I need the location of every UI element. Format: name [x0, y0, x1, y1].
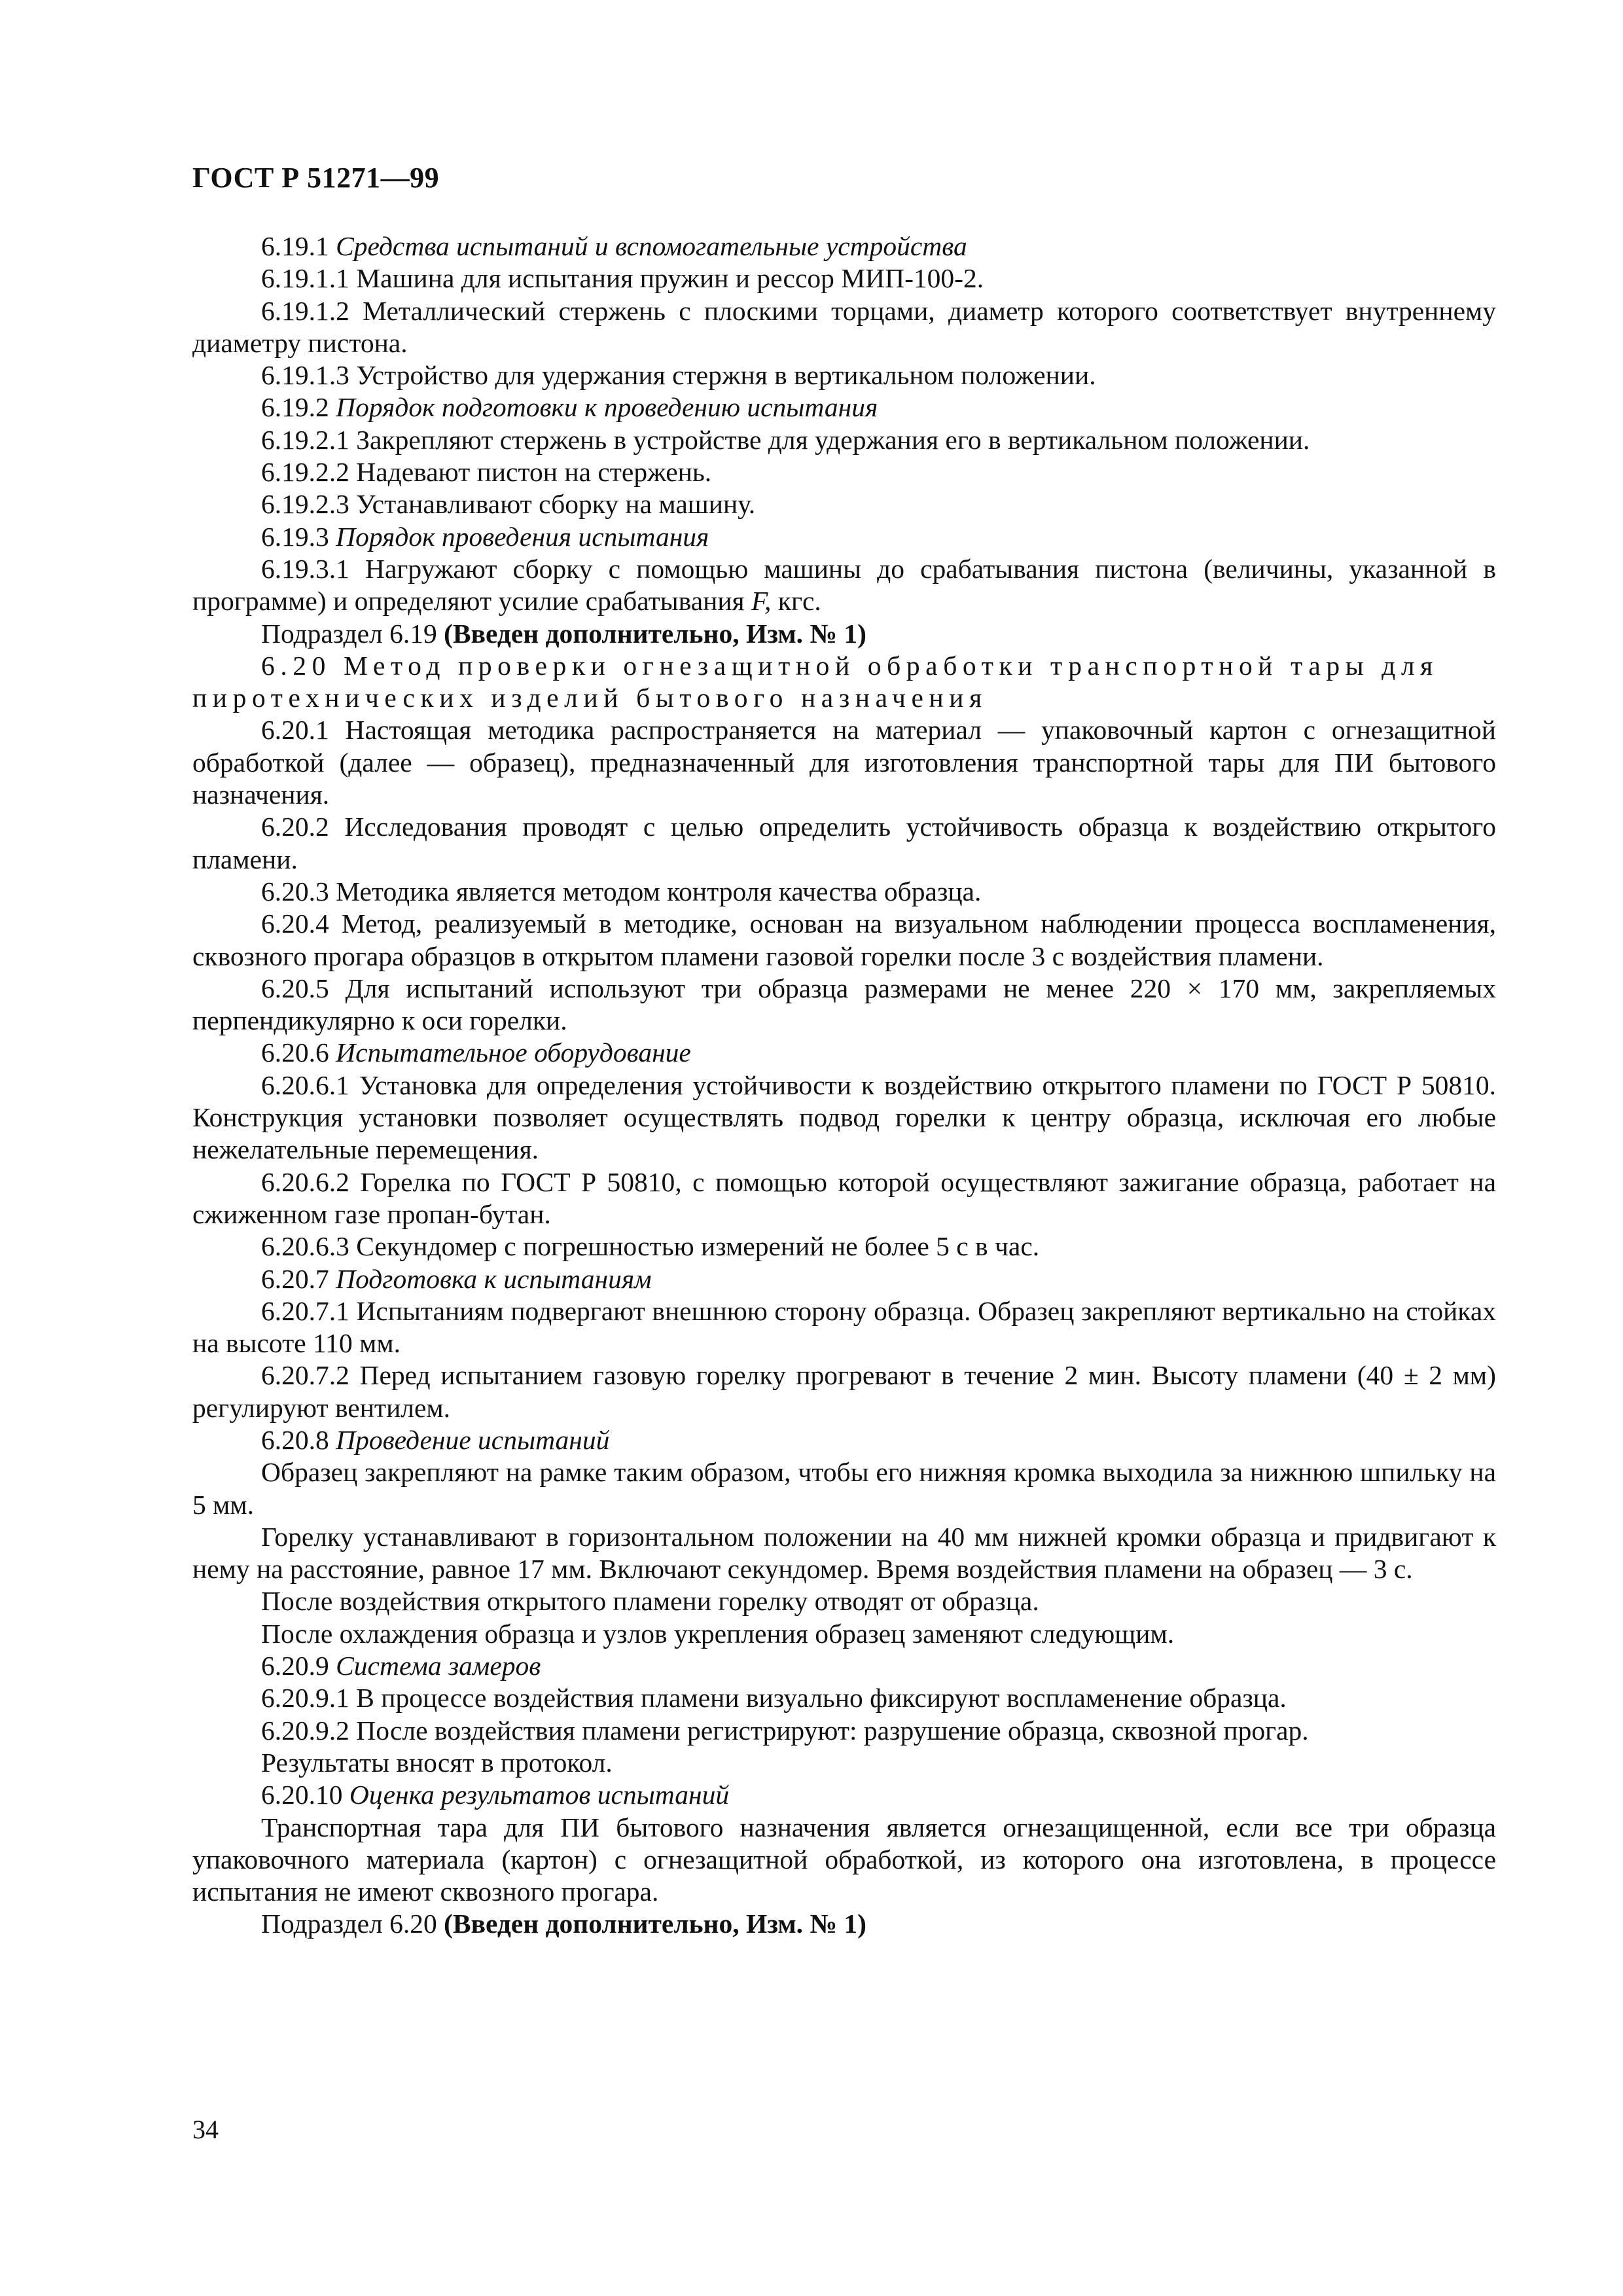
- clause-6-19-2-1: 6.19.2.1 Закрепляют стержень в устройстве для удержания его в вертикальном положении.: [261, 424, 1310, 455]
- clause-6-20-9: 6.20.9 Система замеров: [261, 1651, 541, 1681]
- clause-6-20-10: 6.20.10 Оценка результатов испытаний: [261, 1780, 730, 1810]
- section-heading-6-20: 6.20 Метод проверки огнезащитной обработки транспортной тары для пиротехнических изделий бытового назначения: [192, 650, 1438, 713]
- clause-6-20-7-2: 6.20.7.2 Перед испытанием газовую горелку прогревают в течение 2 мин. Высоту пламени (40 ± 2 мм) регулируют вентилем.: [192, 1360, 1497, 1423]
- clause-6-19-1-3: 6.19.1.3 Устройство для удержания стержня в вертикальном положении.: [261, 360, 1096, 391]
- paragraph-burner-removal: После воздействия открытого пламени горелку отводят от образца.: [261, 1586, 1039, 1617]
- subsection-note-6-20: Подраздел 6.20 (Введен дополнительно, Изм. № 1): [261, 1909, 867, 1939]
- document-header: ГОСТ Р 51271—99: [192, 162, 440, 194]
- clause-6-19-1: 6.19.1 Средства испытаний и вспомогательные устройства: [261, 231, 967, 261]
- clause-6-20-2: 6.20.2 Исследования проводят с целью определить устойчивость образца к воздействию открытого пламени.: [192, 812, 1496, 874]
- clause-6-19-2: 6.19.2 Порядок подготовки к проведению испытания: [261, 392, 878, 423]
- subsection-note-6-19: Подраздел 6.19 (Введен дополнительно, Изм. № 1): [261, 618, 867, 649]
- document-body: [192, 230, 1496, 1941]
- clause-6-20-9-1: 6.20.9.1 В процессе воздействия пламени визуально фиксируют воспламенение образца.: [261, 1683, 1287, 1713]
- clause-6-19-2-2: 6.19.2.2 Надевают пистон на стержень.: [261, 457, 712, 488]
- clause-6-20-6-3: 6.20.6.3 Секундомер с погрешностью измерений не более 5 с в час.: [261, 1231, 1040, 1262]
- clause-6-20-6-1: 6.20.6.1 Установка для определения устойчивости к воздействию открытого пламени по ГОСТ Р 50810. Конструкция установки позволяет осуществлять подвод горелки к центру образца, исключая его любые нежелательные перемещения.: [192, 1069, 1497, 1165]
- clause-6-20-3: 6.20.3 Методика является методом контроля качества образца.: [261, 876, 982, 906]
- clause-6-20-6: 6.20.6 Испытательное оборудование: [261, 1037, 691, 1068]
- clause-6-20-7: 6.20.7 Подготовка к испытаниям: [261, 1263, 652, 1294]
- clause-6-20-7-1: 6.20.7.1 Испытаниям подвергают внешнюю сторону образца. Образец закрепляют вертикально на стойках на высоте 110 мм.: [192, 1295, 1496, 1359]
- clause-6-20-1: 6.20.1 Настоящая методика распространяется на материал — упаковочный картон с огнезащитной обработкой (далее — образец), предназначенный для изготовления транспортной тары для ПИ бытового назначения.: [192, 715, 1497, 810]
- paragraph-results-protocol: Результаты вносят в протокол.: [261, 1747, 613, 1778]
- page-number: 34: [192, 2115, 219, 2144]
- clause-6-19-1-1: 6.19.1.1 Машина для испытания пружин и рессор МИП-100-2.: [261, 263, 984, 294]
- paragraph-sample-replacement: После охлаждения образца и узлов укрепления образец заменяют следующим.: [261, 1618, 1175, 1649]
- clause-6-19-1-2: 6.19.1.2 Металлический стержень с плоскими торцами, диаметр которого соответствует внутреннему диаметру пистона.: [192, 295, 1496, 358]
- paragraph-sample-mounting: Образец закрепляют на рамке таким образом, чтобы его нижняя кромка выходила за нижнюю шпильку на 5 мм.: [192, 1457, 1496, 1520]
- clause-6-19-2-3: 6.19.2.3 Устанавливают сборку на машину.: [261, 489, 756, 520]
- clause-6-20-5: 6.20.5 Для испытаний используют три образца размерами не менее 220 × 170 мм, закрепляемых перпендикулярно к оси горелки.: [192, 973, 1497, 1036]
- clause-6-20-6-2: 6.20.6.2 Горелка по ГОСТ Р 50810, с помощью которой осуществляют зажигание образца, работает на сжиженном газе пропан-бутан.: [192, 1166, 1497, 1229]
- clause-6-20-4: 6.20.4 Метод, реализуемый в методике, основан на визуальном наблюдении процесса воспламенения, сквозного прогара образцов в открытом пламени газовой горелки после 3 с воздействия пламени.: [192, 908, 1496, 971]
- clause-6-20-8: 6.20.8 Проведение испытаний: [261, 1424, 610, 1455]
- clause-6-20-9-2: 6.20.9.2 После воздействия пламени регистрируют: разрушение образца, сквозной прогар.: [261, 1715, 1309, 1746]
- clause-6-19-3-1: 6.19.3.1 Нагружают сборку с помощью машины до срабатывания пистона (величины, указанной в программе) и определяют усилие срабатывания F, кгс.: [192, 553, 1496, 617]
- clause-6-19-3: 6.19.3 Порядок проведения испытания: [261, 521, 709, 552]
- paragraph-burner-position: Горелку устанавливают в горизонтальном положении на 40 мм нижней кромки образца и придвигают к нему на расстояние, равное 17 мм. Включают секундомер. Время воздействия пламени на образец — 3 с.: [192, 1521, 1496, 1585]
- paragraph-evaluation: Транспортная тара для ПИ бытового назначения является огнезащищенной, если все три образца упаковочного материала (картон) с огнезащитной обработкой, из которого она изготовлена, в процессе испытания не имеют сквозного прогара.: [192, 1812, 1496, 1907]
